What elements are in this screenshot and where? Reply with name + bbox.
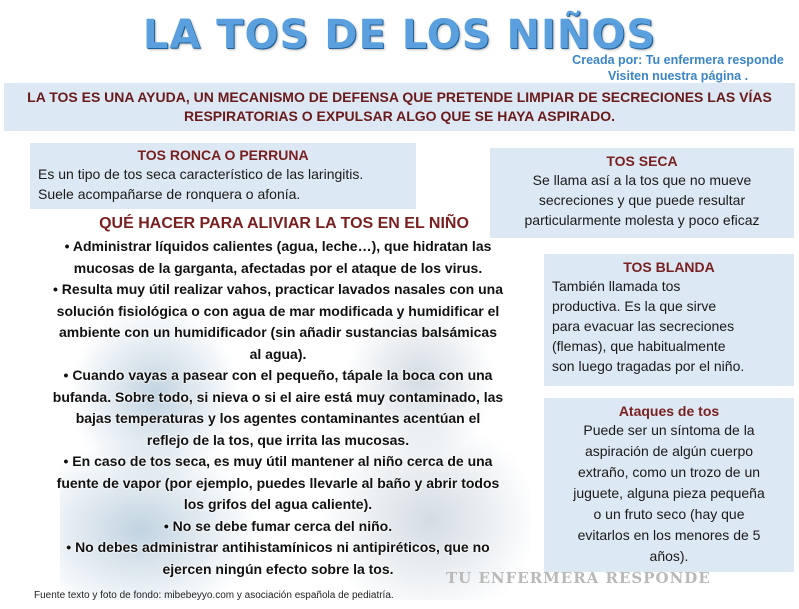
tip-line: fuente de vapor (por ejemplo, puedes llevarle al baño y abrir todos: [56, 474, 500, 491]
tos-ronca-line: Suele acompañarse de ronquera o afonía.: [38, 186, 301, 202]
tos-ronca-box: [30, 143, 416, 209]
tos-ronca-title: TOS RONCA O PERRUNA: [137, 147, 309, 163]
ataques-de-tos-box: [544, 398, 794, 572]
source-credit: Fuente texto y foto de fondo: mibebeyyo.com y asociación española de pediatría.: [34, 590, 394, 601]
intro-text: LA TOS ES UNA AYUDA, UN MECANISMO DE DEFENSA QUE PRETENDE LIMPIAR DE SECRECIONES LAS VÍAS RESPIRATORIAS O EXPULSAR ALGO QUE SE HAYA ASPIRADO.: [27, 89, 772, 124]
tip-line: ejercen ningún efecto sobre la tos.: [162, 560, 394, 577]
tip-line: bufanda. Sobre todo, si nieva o si el aire está muy contaminado, las: [52, 388, 504, 405]
intro-banner: [4, 83, 795, 131]
tos-blanda-line: para evacuar las secreciones: [552, 318, 735, 334]
ataques-line: extraño, como un trozo de un: [577, 464, 761, 480]
tip-line: • Resulta muy útil realizar vahos, practicar lavados nasales con una: [53, 281, 503, 297]
tip-line: • En caso de tos seca, es muy útil mantener al niño cerca de una: [63, 453, 493, 469]
tos-blanda-line: son luego tragadas por el niño.: [552, 358, 745, 374]
credits: [560, 52, 796, 84]
ataques-line: Puede ser un síntoma de la: [583, 422, 755, 438]
ataques-de-tos-title: Ataques de tos: [618, 403, 720, 419]
watermark: TU ENFERMERA RESPONDE: [446, 569, 711, 587]
tip-line: al agua).: [249, 345, 307, 362]
tos-ronca-line: Es un tipo de tos seca característico de las laringitis.: [38, 166, 364, 182]
tip-line: ambiente con un humidificador (sin añadir sustancias balsámicas: [58, 324, 497, 340]
tos-seca-line: particularmente molesta y poco eficaz: [524, 212, 760, 228]
ataques-line: evitarlos en los menores de 5: [577, 527, 761, 543]
tip-line: bajas temperaturas y los agentes contaminantes acentúan el: [75, 410, 481, 426]
ataques-line: o un fruto seco (hay que: [593, 506, 745, 522]
tip-line: reflejo de la tos, que irrita las mucosas.: [146, 431, 410, 448]
credit-author: Creada por: Tu enfermera responde: [572, 53, 784, 67]
tos-seca-line: Se llama así a la tos que no mueve: [532, 172, 752, 188]
tips-list: [20, 236, 536, 580]
tos-blanda-line: También llamada tos: [552, 278, 681, 294]
tos-blanda-box: [544, 254, 794, 386]
tos-blanda-line: (flemas), que habitualmente: [552, 338, 726, 354]
tos-seca-line: secreciones y que puede resultar: [538, 192, 746, 208]
page-title: LA TOS DE LOS NIÑOS: [142, 12, 657, 58]
tos-blanda-title: TOS BLANDA: [623, 259, 715, 275]
tip-line: • No debes administrar antihistamínicos ni antipiréticos, que no: [66, 539, 490, 555]
credit-visit: Visiten nuestra página .: [607, 69, 749, 83]
tip-line: mucosas de la garganta, afectadas por el ataque de los virus.: [73, 259, 483, 276]
tips-title: QUÉ HACER PARA ALIVIAR LA TOS EN EL NIÑO: [99, 215, 469, 232]
ataques-line: aspiración de algún cuerpo: [584, 443, 754, 459]
tip-line: • No se debe fumar cerca del niño.: [163, 517, 393, 534]
tos-blanda-line: productiva. Es la que sirve: [552, 298, 717, 314]
ataques-line: juguete, alguna pieza pequeña: [573, 485, 765, 501]
tos-seca-title: TOS SECA: [606, 153, 678, 169]
tip-line: • Administrar líquidos calientes (agua, leche…), que hidratan las: [64, 238, 492, 254]
tip-line: • Cuando vayas a pasear con el pequeño, tápale la boca con una: [63, 367, 493, 383]
tos-seca-box: [490, 148, 794, 238]
tip-line: solución fisiológica o con agua de mar modificada y humidificar el: [56, 302, 500, 319]
ataques-line: años).: [649, 548, 689, 564]
tip-line: los grifos del agua caliente).: [183, 496, 373, 512]
